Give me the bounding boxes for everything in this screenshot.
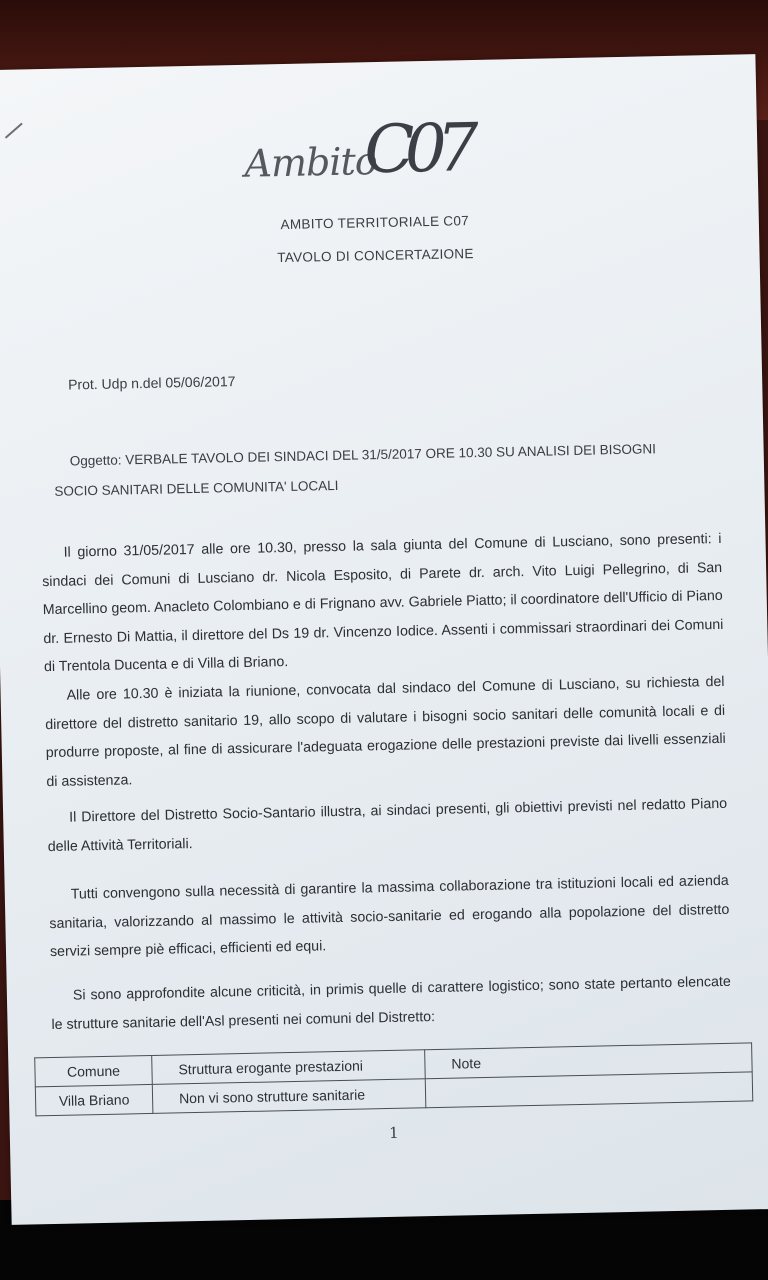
subject-line-2: SOCIO SANITARI DELLE COMUNITA' LOCALI [54,477,339,499]
paragraph-attendees: Il giorno 31/05/2017 alle ore 10.30, presso la sala giunta del Comune di Lusciano, sono presenti: i sindaci dei Comuni di Lusciano dr. Nicola Esposito, di Parete dr. arch. Vito Luigi Pellegrino, di San Marcellino geom. Anacleto Colombiano e di Frignano avv. Gabriele Piatto; il coordinatore dell'Ufficio di Piano dr. Ernesto Di Mattia, il direttore del Ds 19 dr. Vincenzo Iodice. Assenti i commissari straordinari dei Comuni di Trentola Ducenta e di Villa di Briano. [42,530,724,676]
protocol-line: Prot. Udp n.del 05/06/2017 [67,373,236,393]
logo-mark: C07 [363,109,470,189]
table-header-cell: Struttura erogante prestazioni [152,1050,426,1085]
paragraph-criticalities: Si sono approfondite alcune criticità, in primis quelle di carattere logistico; sono state pertanto elencate le strutture sanitarie dell'Asl presenti nei comuni del Distretto: [51,973,731,1033]
table-cell: Villa Briano [35,1084,153,1115]
document-page [0,54,768,1225]
logo-text: Ambito [244,139,378,186]
paragraph-collaboration: Tutti convengono sulla necessità di garantire la massima collaborazione tra istituzioni locali ed azienda sanitaria, valorizzando al massimo le attività socio-sanitarie ed erogando alla popolazione del distretto servizi sempre piè efficaci, efficienti ed equi. [49,872,730,961]
page-number: 1 [388,1123,399,1142]
table-header-cell: Comune [35,1055,153,1086]
structures-table [34,1042,753,1116]
paragraph-meeting-start: Alle ore 10.30 è iniziata la riunione, convocata dal sindaco del Comune di Lusciano, su richiesta del direttore del distretto sanitario 19, allo scopo di valutare i bisogni socio sanitari delle comunità locali e di produrre proposte, al fine di assicurare l'adeguata erogazione delle prestazioni previste dai livelli essenziali di assistenza. [45,673,726,790]
ambito-logo [244,109,516,200]
subject-line-1: Oggetto: VERBALE TAVOLO DEI SINDACI DEL 31/5/2017 ORE 10.30 SU ANALISI DEI BISOGNI [69,441,657,469]
header-table-name: TAVOLO DI CONCERTAZIONE [277,246,474,266]
table-cell [425,1072,753,1108]
pen-mark [5,123,23,139]
subject [53,433,714,507]
header-org: AMBITO TERRITORIALE C07 [280,213,470,233]
paragraph-director: Il Direttore del Distretto Socio-Santario illustra, ai sindaci presenti, gli obiettivi previsti nel redatto Piano delle Attività Territoriali. [47,795,728,855]
table-header-cell: Note [425,1043,753,1079]
table-cell: Non vi sono strutture sanitarie [152,1079,426,1114]
